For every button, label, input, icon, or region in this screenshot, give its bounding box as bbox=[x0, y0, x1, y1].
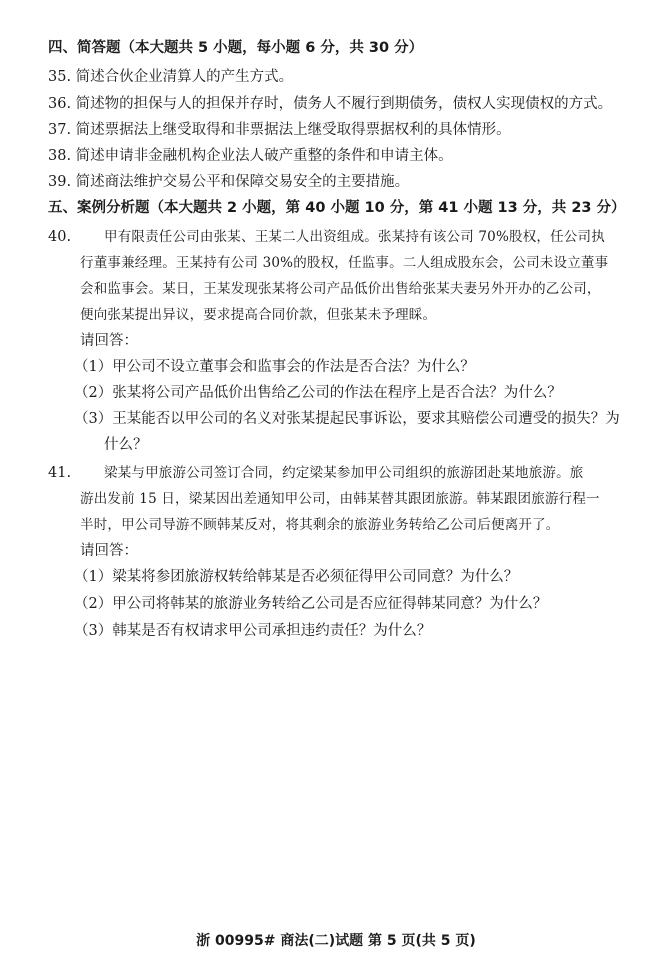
question-37 bbox=[48, 120, 511, 140]
sub-question-label: （1） bbox=[74, 569, 113, 585]
question-text: 简述票据法上继受取得和非票据法上继受取得票据权利的具体情形。 bbox=[75, 122, 511, 138]
sub-question-label: （2） bbox=[74, 385, 113, 401]
case-40-text-line: 便向张某提出异议，要求提高合同价款，但张某未予理睬。 bbox=[80, 307, 437, 323]
case-41-text-line: 游出发前 15 日，梁某因出差通知甲公司，由韩某替其跟团旅游。韩某跟团旅游行程一 bbox=[80, 491, 600, 507]
sub-question-label: （2） bbox=[74, 596, 113, 612]
sub-question-text: 梁某将参团旅游权转给韩某是否必须征得甲公司同意？为什么？ bbox=[112, 569, 519, 585]
case-41-text-line: 梁某与甲旅游公司签订合同，约定梁某参加甲公司组织的旅游团赴某地旅游。旅 bbox=[104, 465, 584, 481]
page-footer: 浙 00995# 商法(二)试题 第 5 页(共 5 页) bbox=[196, 933, 476, 949]
case-41-number: 41. bbox=[48, 465, 72, 481]
sub-question-label: （3） bbox=[74, 623, 113, 639]
sub-question-text: 张某将公司产品低价出售给乙公司的作法在程序上是否合法？为什么？ bbox=[112, 385, 562, 401]
case-40-sub-question-3-continued: 什么？ bbox=[104, 437, 148, 453]
question-35 bbox=[48, 67, 293, 87]
sub-question-label: （3） bbox=[74, 411, 113, 427]
section-5-heading: 五、案例分析题（本大题共 2 小题，第 40 小题 10 分，第 41 小题 13 分，共 23 分） bbox=[48, 200, 626, 216]
question-36 bbox=[48, 94, 612, 114]
case-41-prompt: 请回答： bbox=[80, 543, 138, 559]
case-41-text-line: 半时，甲公司导游不顾韩某反对，将其剩余的旅游业务转给乙公司后便离开了。 bbox=[80, 517, 560, 533]
case-40-text-line: 行董事兼经理。王某持有公司 30%的股权，任监事。二人组成股东会，公司未设立董事 bbox=[80, 255, 609, 271]
question-text: 简述商法维护交易公平和保障交易安全的主要措施。 bbox=[75, 174, 410, 190]
question-number: 39. bbox=[48, 174, 72, 190]
question-number: 38. bbox=[48, 148, 72, 164]
question-number: 35. bbox=[48, 69, 72, 85]
sub-question-label: （1） bbox=[74, 359, 113, 375]
sub-question-text: 甲公司将韩某的旅游业务转给乙公司是否应征得韩某同意？为什么？ bbox=[112, 596, 548, 612]
case-41-sub-question-1 bbox=[74, 567, 518, 587]
case-40-text-line: 会和监事会。某日，王某发现张某将公司产品低价出售给张某夫妻另外开办的乙公司， bbox=[80, 281, 601, 297]
case-40-sub-question-2 bbox=[74, 383, 562, 403]
case-40-number: 40. bbox=[48, 229, 72, 245]
sub-question-text: 王某能否以甲公司的名义对张某提起民事诉讼，要求其赔偿公司遭受的损失？为 bbox=[112, 411, 620, 427]
question-39 bbox=[48, 172, 409, 192]
question-number: 37. bbox=[48, 122, 72, 138]
question-text: 简述合伙企业清算人的产生方式。 bbox=[75, 69, 294, 85]
case-41-sub-question-2 bbox=[74, 594, 547, 614]
question-number: 36. bbox=[48, 96, 72, 112]
case-40-sub-question-1 bbox=[74, 357, 475, 377]
question-38 bbox=[48, 146, 453, 166]
section-4-heading: 四、简答题（本大题共 5 小题，每小题 6 分，共 30 分） bbox=[48, 40, 424, 56]
question-text: 简述申请非金融机构企业法人破产重整的条件和申请主体。 bbox=[75, 148, 453, 164]
question-text: 简述物的担保与人的担保并存时，债务人不履行到期债务，债权人实现债权的方式。 bbox=[75, 96, 613, 112]
case-41-sub-question-3 bbox=[74, 621, 431, 641]
case-40-text-line: 甲有限责任公司由张某、王某二人出资组成。张某持有该公司 70%股权，任公司执 bbox=[104, 229, 605, 245]
case-40-sub-question-3 bbox=[74, 409, 620, 429]
case-40-prompt: 请回答： bbox=[80, 333, 138, 349]
sub-question-text: 甲公司不设立董事会和监事会的作法是否合法？为什么？ bbox=[112, 359, 475, 375]
sub-question-text: 韩某是否有权请求甲公司承担违约责任？为什么？ bbox=[112, 623, 432, 639]
